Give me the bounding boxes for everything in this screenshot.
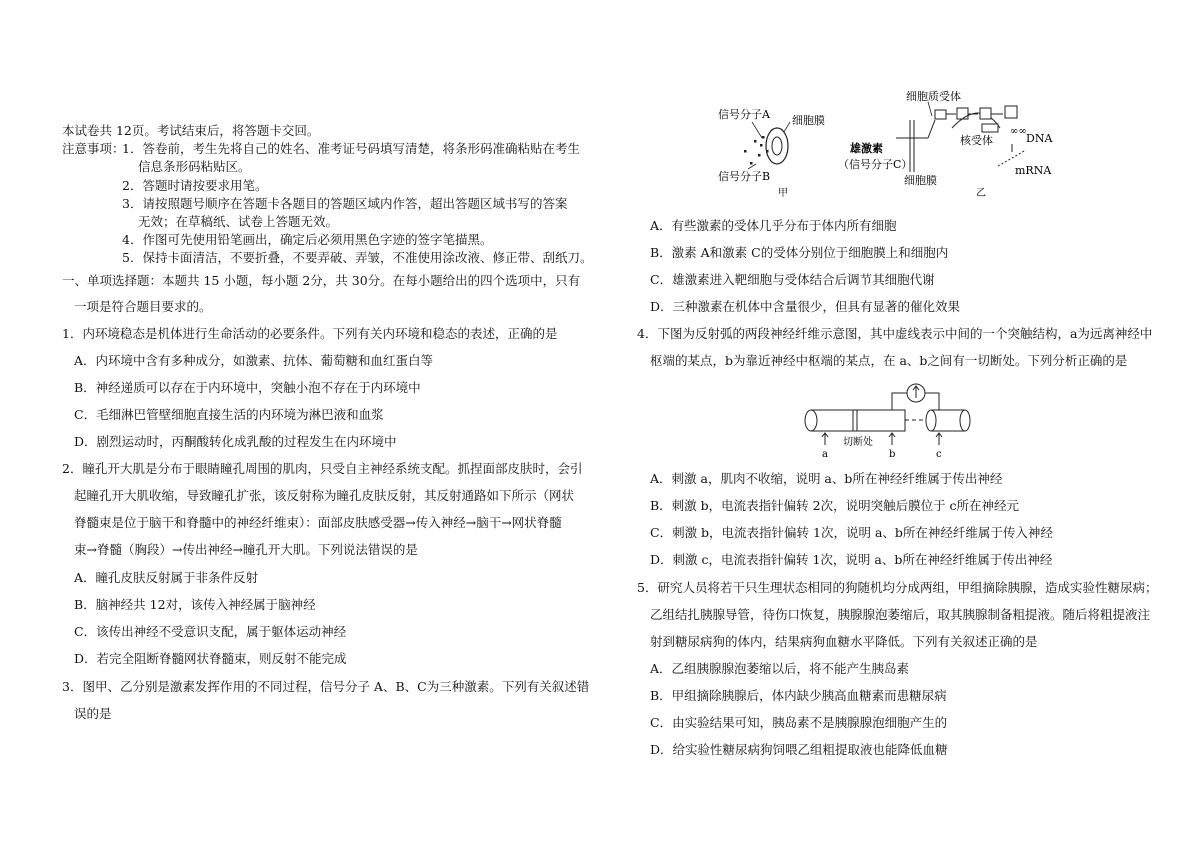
- figure-yi-label: 乙: [976, 188, 986, 199]
- note-1-cont: 信息条形码粘贴区。: [138, 159, 251, 174]
- q2-option-a: A．瞳孔皮肤反射属于非条件反射: [74, 570, 259, 585]
- intro-line: 本试卷共 12页。考试结束后，将答题卡交回。: [62, 123, 320, 138]
- leader-line: [784, 122, 790, 132]
- hormone-figure: [700, 88, 1100, 203]
- signal-dot: [766, 150, 769, 153]
- q3-stem-1: 3．图甲、乙分别是激素发挥作用的不同过程，信号分子 A、B、C为三种激素。下列有关叙述错: [62, 679, 590, 694]
- q4-option-b: B．刺激 b，电流表指针偏转 2次，说明突触后膜位于 c所在神经元: [650, 498, 1020, 513]
- point-b-label: b: [889, 449, 896, 459]
- q5-option-a: A．乙组胰腺腺泡萎缩以后，将不能产生胰岛素: [650, 661, 910, 676]
- cell-nucleus: [772, 137, 782, 155]
- cell-outline: [766, 128, 788, 164]
- receptor-complex: [980, 108, 991, 119]
- q2-stem-1: 2．瞳孔开大肌是分布于眼睛瞳孔周围的肌肉，只受自主神经系统支配。抓捏面部皮肤时，会引: [62, 461, 583, 476]
- arrow-line: [928, 120, 935, 138]
- q5-option-b: B．甲组摘除胰腺后，体内缺少胰高血糖素而患糖尿病: [650, 688, 947, 703]
- galvanometer-wire: [925, 393, 939, 410]
- notes-label: 注意事项：: [62, 141, 125, 156]
- point-a-label: a: [822, 449, 828, 459]
- signal-dot: [744, 150, 747, 153]
- q5-option-c: C．由实验结果可知，胰岛素不是胰腺腺泡细胞产生的: [650, 715, 948, 730]
- q4-option-c: C．刺激 b，电流表指针偏转 1次，说明 a、b所在神经纤维属于传入神经: [650, 525, 1053, 540]
- signal-a-label: 信号分子A: [718, 108, 770, 121]
- galvanometer-wire: [892, 393, 907, 410]
- q1-stem: 1．内环境稳态是机体进行生命活动的必要条件。下列有关内环境和稳态的表述，正确的是: [62, 326, 558, 341]
- nerve-fiber-figure: [795, 377, 985, 459]
- note-4: 4．作图可先使用铅笔画出，确定后必须用黑色字迹的签字笔描黑。: [122, 232, 493, 247]
- mrna-label: mRNA: [1015, 164, 1052, 177]
- nuclear-receptor-shape: [982, 124, 998, 132]
- receptor-shape: [935, 110, 946, 119]
- point-c-label: c: [936, 449, 942, 459]
- q2-option-d: D．若完全阻断脊髓网状脊髓束，则反射不能完成: [74, 651, 347, 666]
- q2-stem-3: 脊髓束是位于脑干和脊髓中的神经纤维束）：面部皮肤感受器→传入神经→脑干→网状脊髓: [74, 515, 562, 530]
- signal-dot: [758, 154, 761, 157]
- q3-option-d: D．三种激素在机体中含量很少，但具有显著的催化效果: [650, 299, 961, 314]
- nerve-fiber-ab: [811, 410, 905, 431]
- q4-stem-1: 4．下图为反射弧的两段神经纤维示意图，其中虚线表示中间的一个突触结构，a为远离神经中: [637, 326, 1153, 341]
- q5-option-d: D．给实验性糖尿病狗饲喂乙组粗提取液也能降低血糖: [650, 742, 948, 757]
- q1-option-c: C．毛细淋巴管壁细胞直接生活的内环境为淋巴液和血浆: [74, 407, 384, 422]
- note-5: 5．保持卡面清洁，不要折叠，不要弄破、弄皱，不准使用涂改液、修正带、刮纸刀。: [122, 250, 593, 265]
- note-3: 3．请按照题号顺序在答题卡各题目的答题区域内作答，超出答题区域书写的答案: [122, 196, 568, 211]
- membrane-label: 细胞膜: [904, 174, 937, 187]
- q3-stem-2: 误的是: [74, 706, 112, 721]
- q2-stem-4: 束→脊髓（胸段）→传出神经→瞳孔开大肌。下列说法错误的是: [74, 542, 418, 557]
- q2-stem-2: 起瞳孔开大肌收缩，导致瞳孔扩张，该反射称为瞳孔皮肤反射，其反射通路如下所示（网状: [74, 488, 575, 503]
- q2-option-c: C．该传出神经不受意识支配，属于躯体运动神经: [74, 624, 347, 639]
- note-3-cont: 无效；在草稿纸、试卷上答题无效。: [138, 214, 339, 229]
- q1-option-a: A．内环境中含有多种成分，如激素、抗体、葡萄糖和血红蛋白等: [74, 353, 434, 368]
- fiber-end: [960, 410, 970, 431]
- q4-stem-2: 枢端的某点，b为靠近神经中枢端的某点，在 a、b之间有一切断处。下列分析正确的是: [650, 353, 1128, 368]
- fiber-end: [805, 410, 817, 431]
- cytoplasm-receptor-label: 细胞质受体: [906, 90, 961, 103]
- q3-option-a: A．有些激素的受体几乎分布于体内所有细胞: [650, 218, 897, 233]
- q5-stem-2: 乙组结扎胰腺导管，待伤口恢复，胰腺腺泡萎缩后，取其胰腺制备粗提液。随后将粗提液注: [650, 607, 1151, 622]
- note-1: 1．答卷前，考生先将自己的姓名、准考证号码填写清楚，将条形码准确粘贴在考生: [122, 141, 580, 156]
- fiber-end: [926, 410, 936, 431]
- cut-label: 切断处: [843, 437, 873, 448]
- note-2: 2．答题时请按要求用笔。: [122, 178, 268, 193]
- q4-option-d: D．刺激 c，电流表指针偏转 1次，说明 a、b所在神经纤维属于传出神经: [650, 552, 1053, 567]
- q4-option-a: A．刺激 a，肌肉不收缩，说明 a、b所在神经纤维属于传出神经: [650, 471, 1003, 486]
- androgen-label: 雄激素: [850, 142, 883, 155]
- section-heading-cont: 一项是符合题目要求的。: [74, 299, 212, 314]
- signal-dot: [750, 162, 753, 165]
- q3-option-b: B．激素 A和激素 C的受体分别位于细胞膜上和细胞内: [650, 245, 949, 260]
- membrane-label: 细胞膜: [792, 114, 825, 127]
- receptor-complex: [957, 108, 968, 119]
- leader-line: [752, 122, 762, 138]
- q5-stem-3: 射到糖尿病狗的体内，结果病狗血糖水平降低。下列有关叙述正确的是: [650, 634, 1038, 649]
- leader-line: [748, 164, 756, 169]
- signal-b-label: 信号分子B: [718, 170, 771, 183]
- nuclear-receptor-label: 核受体: [960, 134, 993, 147]
- figure-jia-label: 甲: [778, 188, 788, 199]
- q3-option-c: C．雄激素进入靶细胞与受体结合后调节其细胞代谢: [650, 272, 935, 287]
- q1-option-b: B．神经递质可以存在于内环境中，突触小泡不存在于内环境中: [74, 380, 421, 395]
- q1-option-d: D．剧烈运动时，丙酮酸转化成乳酸的过程发生在内环境中: [74, 434, 397, 449]
- signal-dot: [760, 144, 763, 147]
- q5-stem-1: 5．研究人员将若干只生理状态相同的狗随机均分成两组，甲组摘除胰腺，造成实验性糖尿病；: [637, 580, 1158, 595]
- signal-dot: [754, 140, 757, 143]
- leader-line: [928, 102, 932, 116]
- dna-strand: ∞∞: [1010, 126, 1027, 137]
- receptor-complex: [1005, 106, 1017, 118]
- signal-c-label: （信号分子C）: [838, 158, 913, 171]
- signal-dot: [762, 136, 765, 139]
- q2-option-b: B．脑神经共 12对，该传入神经属于脑神经: [74, 597, 316, 612]
- section-heading: 一、单项选择题：本题共 15 小题，每小题 2分，共 30分。在每小题给出的四个选项中，只有: [62, 273, 581, 288]
- dna-label: DNA: [1026, 132, 1053, 145]
